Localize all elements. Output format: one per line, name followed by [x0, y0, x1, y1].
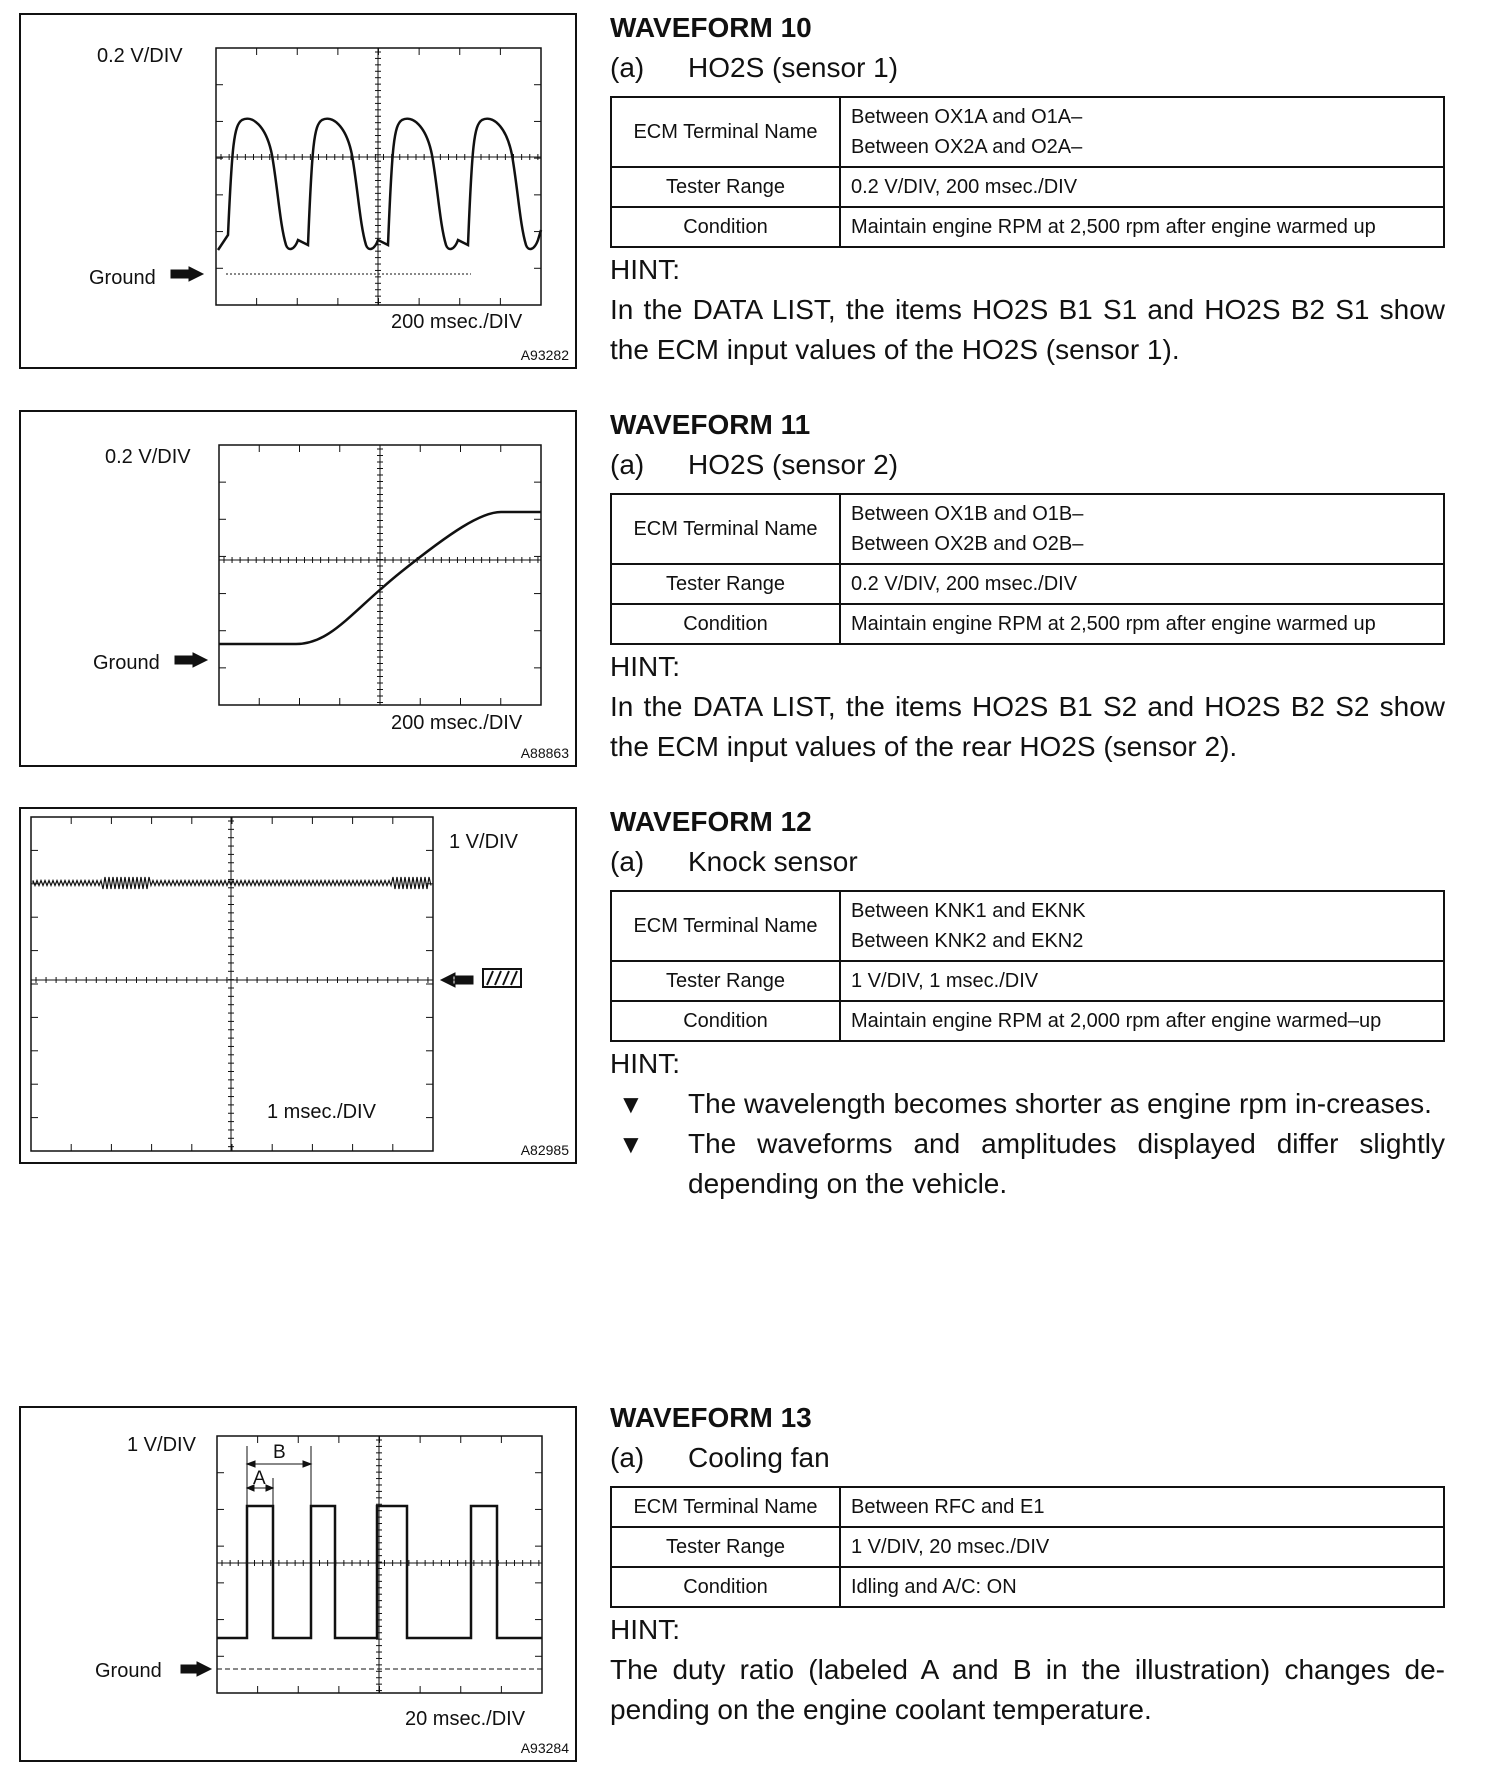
tdiv-label: 200 msec./DIV [391, 311, 523, 333]
hint-text: In the DATA LIST, the items HO2S B1 S1 and HO2S B2 S1 show the ECM input values of the HO2S (sensor 1). [610, 294, 1445, 365]
hint-label: HINT: [610, 254, 680, 285]
section-subtitle: (a) Cooling fan [610, 1442, 830, 1473]
ground-label: Ground [95, 1660, 162, 1682]
figure-code: A82985 [520, 1142, 569, 1158]
section-title: WAVEFORM 12 [610, 806, 812, 837]
hint-label: HINT: [610, 1048, 680, 1079]
spec-table [610, 1486, 1445, 1608]
section-title: WAVEFORM 11 [610, 409, 811, 440]
table-row: Tester Range 0.2 V/DIV, 200 msec./DIV [611, 564, 1444, 604]
label-a: A [253, 1468, 266, 1489]
spec-table [610, 96, 1445, 248]
triangle-bullet-icon: ▼ [618, 1089, 644, 1119]
tdiv-label: 1 msec./DIV [267, 1101, 376, 1123]
ground-arrow-icon [171, 267, 203, 281]
table-row: ECM Terminal Name Between RFC and E1 [611, 1487, 1444, 1527]
ground-label: Ground [93, 652, 160, 674]
table-row: Condition Maintain engine RPM at 2,000 rpm after engine warmed–up [611, 1001, 1444, 1041]
ground-arrow-icon [175, 653, 207, 667]
waveform11-figure [19, 410, 577, 767]
triangle-bullet-icon: ▼ [618, 1129, 644, 1159]
table-row: Condition Idling and A/C: ON [611, 1567, 1444, 1607]
section-subtitle: (a) Knock sensor [610, 846, 858, 877]
table-row: Condition Maintain engine RPM at 2,500 rpm after engine warmed up [611, 604, 1444, 644]
waveform10-section [610, 8, 1445, 370]
spec-table [610, 890, 1445, 1042]
figure-code: A93284 [520, 1740, 569, 1756]
vdiv-label: 1 V/DIV [449, 831, 518, 853]
waveform12-figure [19, 807, 577, 1164]
vdiv-label: 0.2 V/DIV [97, 45, 183, 67]
section-title: WAVEFORM 10 [610, 12, 812, 43]
hint-text: In the DATA LIST, the items HO2S B1 S2 and HO2S B2 S2 show the ECM input values of the rear HO2S (sensor 2). [610, 691, 1445, 762]
label-b: B [273, 1442, 286, 1463]
table-row: ECM Terminal Name Between OX1B and O1B– Between OX2B and O2B– [611, 494, 1444, 564]
vdiv-label: 0.2 V/DIV [105, 446, 191, 468]
section-subtitle: (a) HO2S (sensor 1) [610, 52, 899, 83]
tdiv-label: 20 msec./DIV [405, 1708, 526, 1730]
ground-symbol-icon [483, 969, 521, 987]
waveform11-section [610, 405, 1445, 767]
table-row: ECM Terminal Name Between OX1A and O1A– Between OX2A and O2A– [611, 97, 1444, 167]
vdiv-label: 1 V/DIV [127, 1434, 196, 1456]
list-item: ▼ The wavelength becomes shorter as engine rpm in-creases. [610, 1084, 1445, 1124]
table-row: ECM Terminal Name Between KNK1 and EKNK Between KNK2 and EKN2 [611, 891, 1444, 961]
hint-label: HINT: [610, 651, 680, 682]
list-item: ▼ The waveforms and amplitudes displayed differ slightly depending on the vehicle. [610, 1124, 1445, 1204]
tdiv-label: 200 msec./DIV [391, 712, 523, 734]
waveform13-scope [21, 1408, 574, 1759]
waveform10-figure [19, 13, 577, 369]
table-row: Tester Range 1 V/DIV, 20 msec./DIV [611, 1527, 1444, 1567]
figure-code: A88863 [520, 745, 569, 761]
table-row: Tester Range 0.2 V/DIV, 200 msec./DIV [611, 167, 1444, 207]
section-title: WAVEFORM 13 [610, 1402, 812, 1433]
ground-arrow-icon [441, 973, 473, 987]
spec-table [610, 493, 1445, 645]
ground-label: Ground [89, 267, 156, 289]
table-row: Condition Maintain engine RPM at 2,500 rpm after engine warmed up [611, 207, 1444, 247]
waveform13-section [610, 1398, 1445, 1730]
figure-code: A93282 [520, 347, 569, 363]
hint-text: The duty ratio (labeled A and B in the illustration) changes de-pending on the engine coolant temperature. [610, 1654, 1445, 1725]
waveform12-section [610, 802, 1445, 1204]
waveform13-figure [19, 1406, 577, 1762]
hint-label: HINT: [610, 1614, 680, 1645]
ground-arrow-icon [181, 1662, 211, 1676]
section-subtitle: (a) HO2S (sensor 2) [610, 449, 899, 480]
table-row: Tester Range 1 V/DIV, 1 msec./DIV [611, 961, 1444, 1001]
